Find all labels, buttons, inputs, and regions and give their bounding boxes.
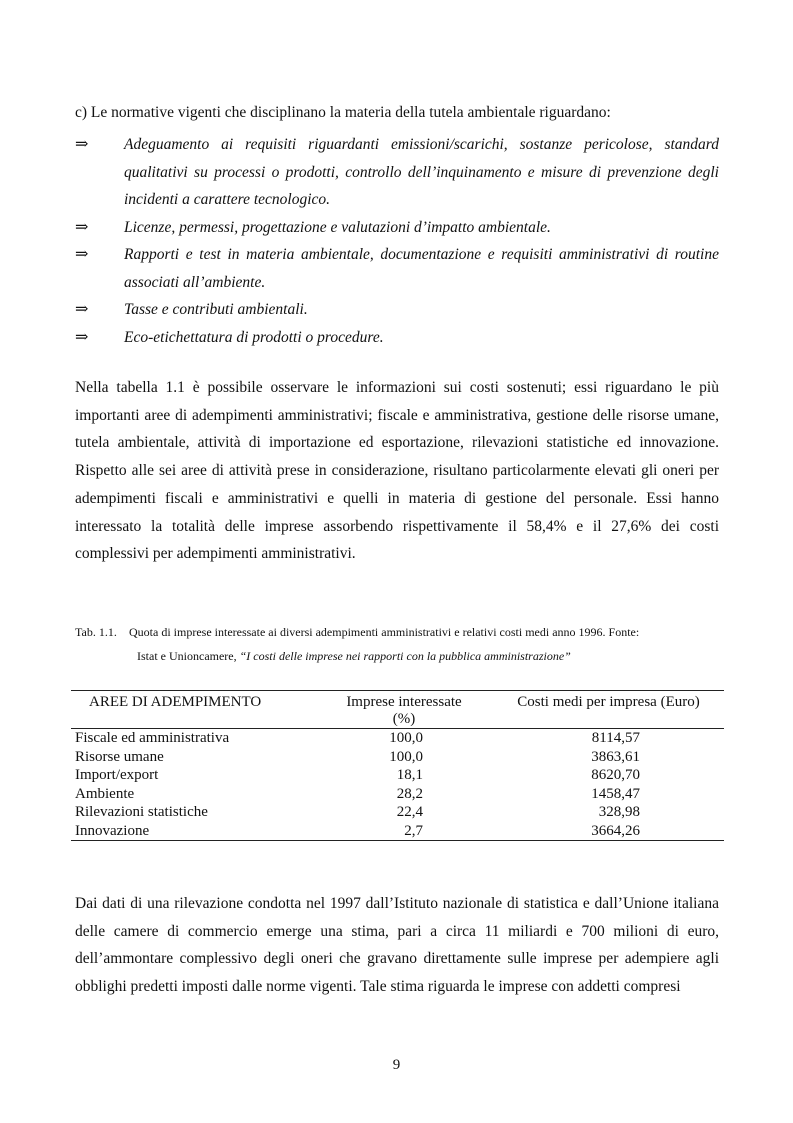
column-header-pct: Imprese interessate (%) [346,694,462,727]
table-row [71,729,724,748]
table-row [71,822,724,841]
bullet-item [75,324,719,352]
caption-line [75,644,719,668]
cell-pct: 22,4 [396,804,423,820]
caption-source-org: Istat e Unioncamere, [137,649,237,663]
table-row [71,803,724,822]
table-row [71,748,724,767]
cell-area: Innovazione [75,822,150,839]
cell-pct: 28,2 [396,785,423,802]
cell-cost: 3863,61 [591,748,640,765]
bullet-item [75,241,719,296]
cell-area: Fiscale ed amministrativa [75,730,230,746]
bullet-item [75,214,719,242]
body-paragraph: Nella tabella 1.1 è possibile osservare le informazioni sui costi sostenuti; essi riguardano le più importanti aree di adempimenti amministrativi; fiscale e amministrativa, gestione delle risorse umane, tutela ambientale, attività di importazione ed esportazione, rilevazioni statistiche ed innovazione. Rispetto alle sei aree di attività prese in considerazione, risultano particolarmente elevati gli oneri per adempimenti fiscali e amministrativi e quelli in materia di gestione del personale. Essi hanno interessato la totalità delle imprese assorbendo rispettivamente il 58,4% e il 27,6% dei costi complessivi per adempimenti amministrativi. [75,379,719,563]
body-paragraph: Dai dati di una rilevazione condotta nel 1997 dall’Istituto nazionale di statistica e dall’Unione italiana delle camere di commercio emerge una stima, pari a circa 11 miliardi e 700 milioni di euro, dell’ammontare complessivo degli oneri che gravano direttamente sulle imprese per adempiere agli obblighi predetti imposti dalle norme vigenti. Tale stima riguarda le imprese con addetti compresi [75,895,719,996]
caption-source-title: “I costi delle imprese nei rapporti con la pubblica amministrazione” [239,649,571,663]
cell-area: Rilevazioni statistiche [75,804,208,820]
caption-text: Quota di imprese interessate ai diversi adempimenti amministrativi e relativi costi medi anno 1996. Fonte: [129,625,640,639]
bullet-text: Rapporti e test in materia ambientale, documentazione e requisiti amministrativi di routine associati all’ambiente. [124,246,719,291]
cell-pct: 100,0 [389,730,423,746]
bullet-text: Eco-etichettatura di prodotti o procedure. [124,328,384,346]
arrow-icon: ⇒ [75,328,89,346]
arrow-icon: ⇒ [75,218,89,236]
table-row [71,785,724,804]
data-table [71,690,724,841]
bullet-item [75,296,719,324]
column-header-cost: Costi medi per impresa (Euro) [517,694,700,710]
cell-pct: 100,0 [389,748,423,765]
column-header-area: AREE DI ADEMPIMENTO [89,694,262,710]
cell-pct: 18,1 [396,767,423,783]
table-caption [75,620,719,668]
cell-area: Ambiente [75,785,135,802]
arrow-icon: ⇒ [75,136,89,153]
table-row [71,766,724,785]
arrow-icon: ⇒ [75,246,89,263]
bullet-text: Tasse e contributi ambientali. [124,301,308,318]
cell-area: Import/export [75,767,159,783]
bullet-text: Licenze, permessi, progettazione e valutazioni d’impatto ambientale. [124,218,551,236]
cell-cost: 3664,26 [591,822,640,839]
table-header-row [71,691,724,729]
page-number: 9 [392,1057,401,1073]
cell-cost: 1458,47 [591,785,640,802]
bullet-item [75,131,719,214]
cell-cost: 8620,70 [591,767,640,783]
cell-pct: 2,7 [404,822,423,839]
cell-cost: 328,98 [598,804,640,820]
caption-line [75,620,719,644]
cell-area: Risorse umane [75,748,164,765]
cell-cost: 8114,57 [591,730,640,746]
bullet-text: Adeguamento ai requisiti riguardanti emissioni/scarichi, sostanze pericolose, standard qualitativi su processi o prodotti, controllo dell’inquinamento e misure di prevenzione degli incidenti a carattere tecnologico. [124,136,719,208]
caption-label: Tab. 1.1. [75,625,117,639]
arrow-icon: ⇒ [75,301,89,318]
bullet-list [75,131,719,351]
intro-text: c) Le normative vigenti che disciplinano la materia della tutela ambientale riguardano: [75,104,611,121]
